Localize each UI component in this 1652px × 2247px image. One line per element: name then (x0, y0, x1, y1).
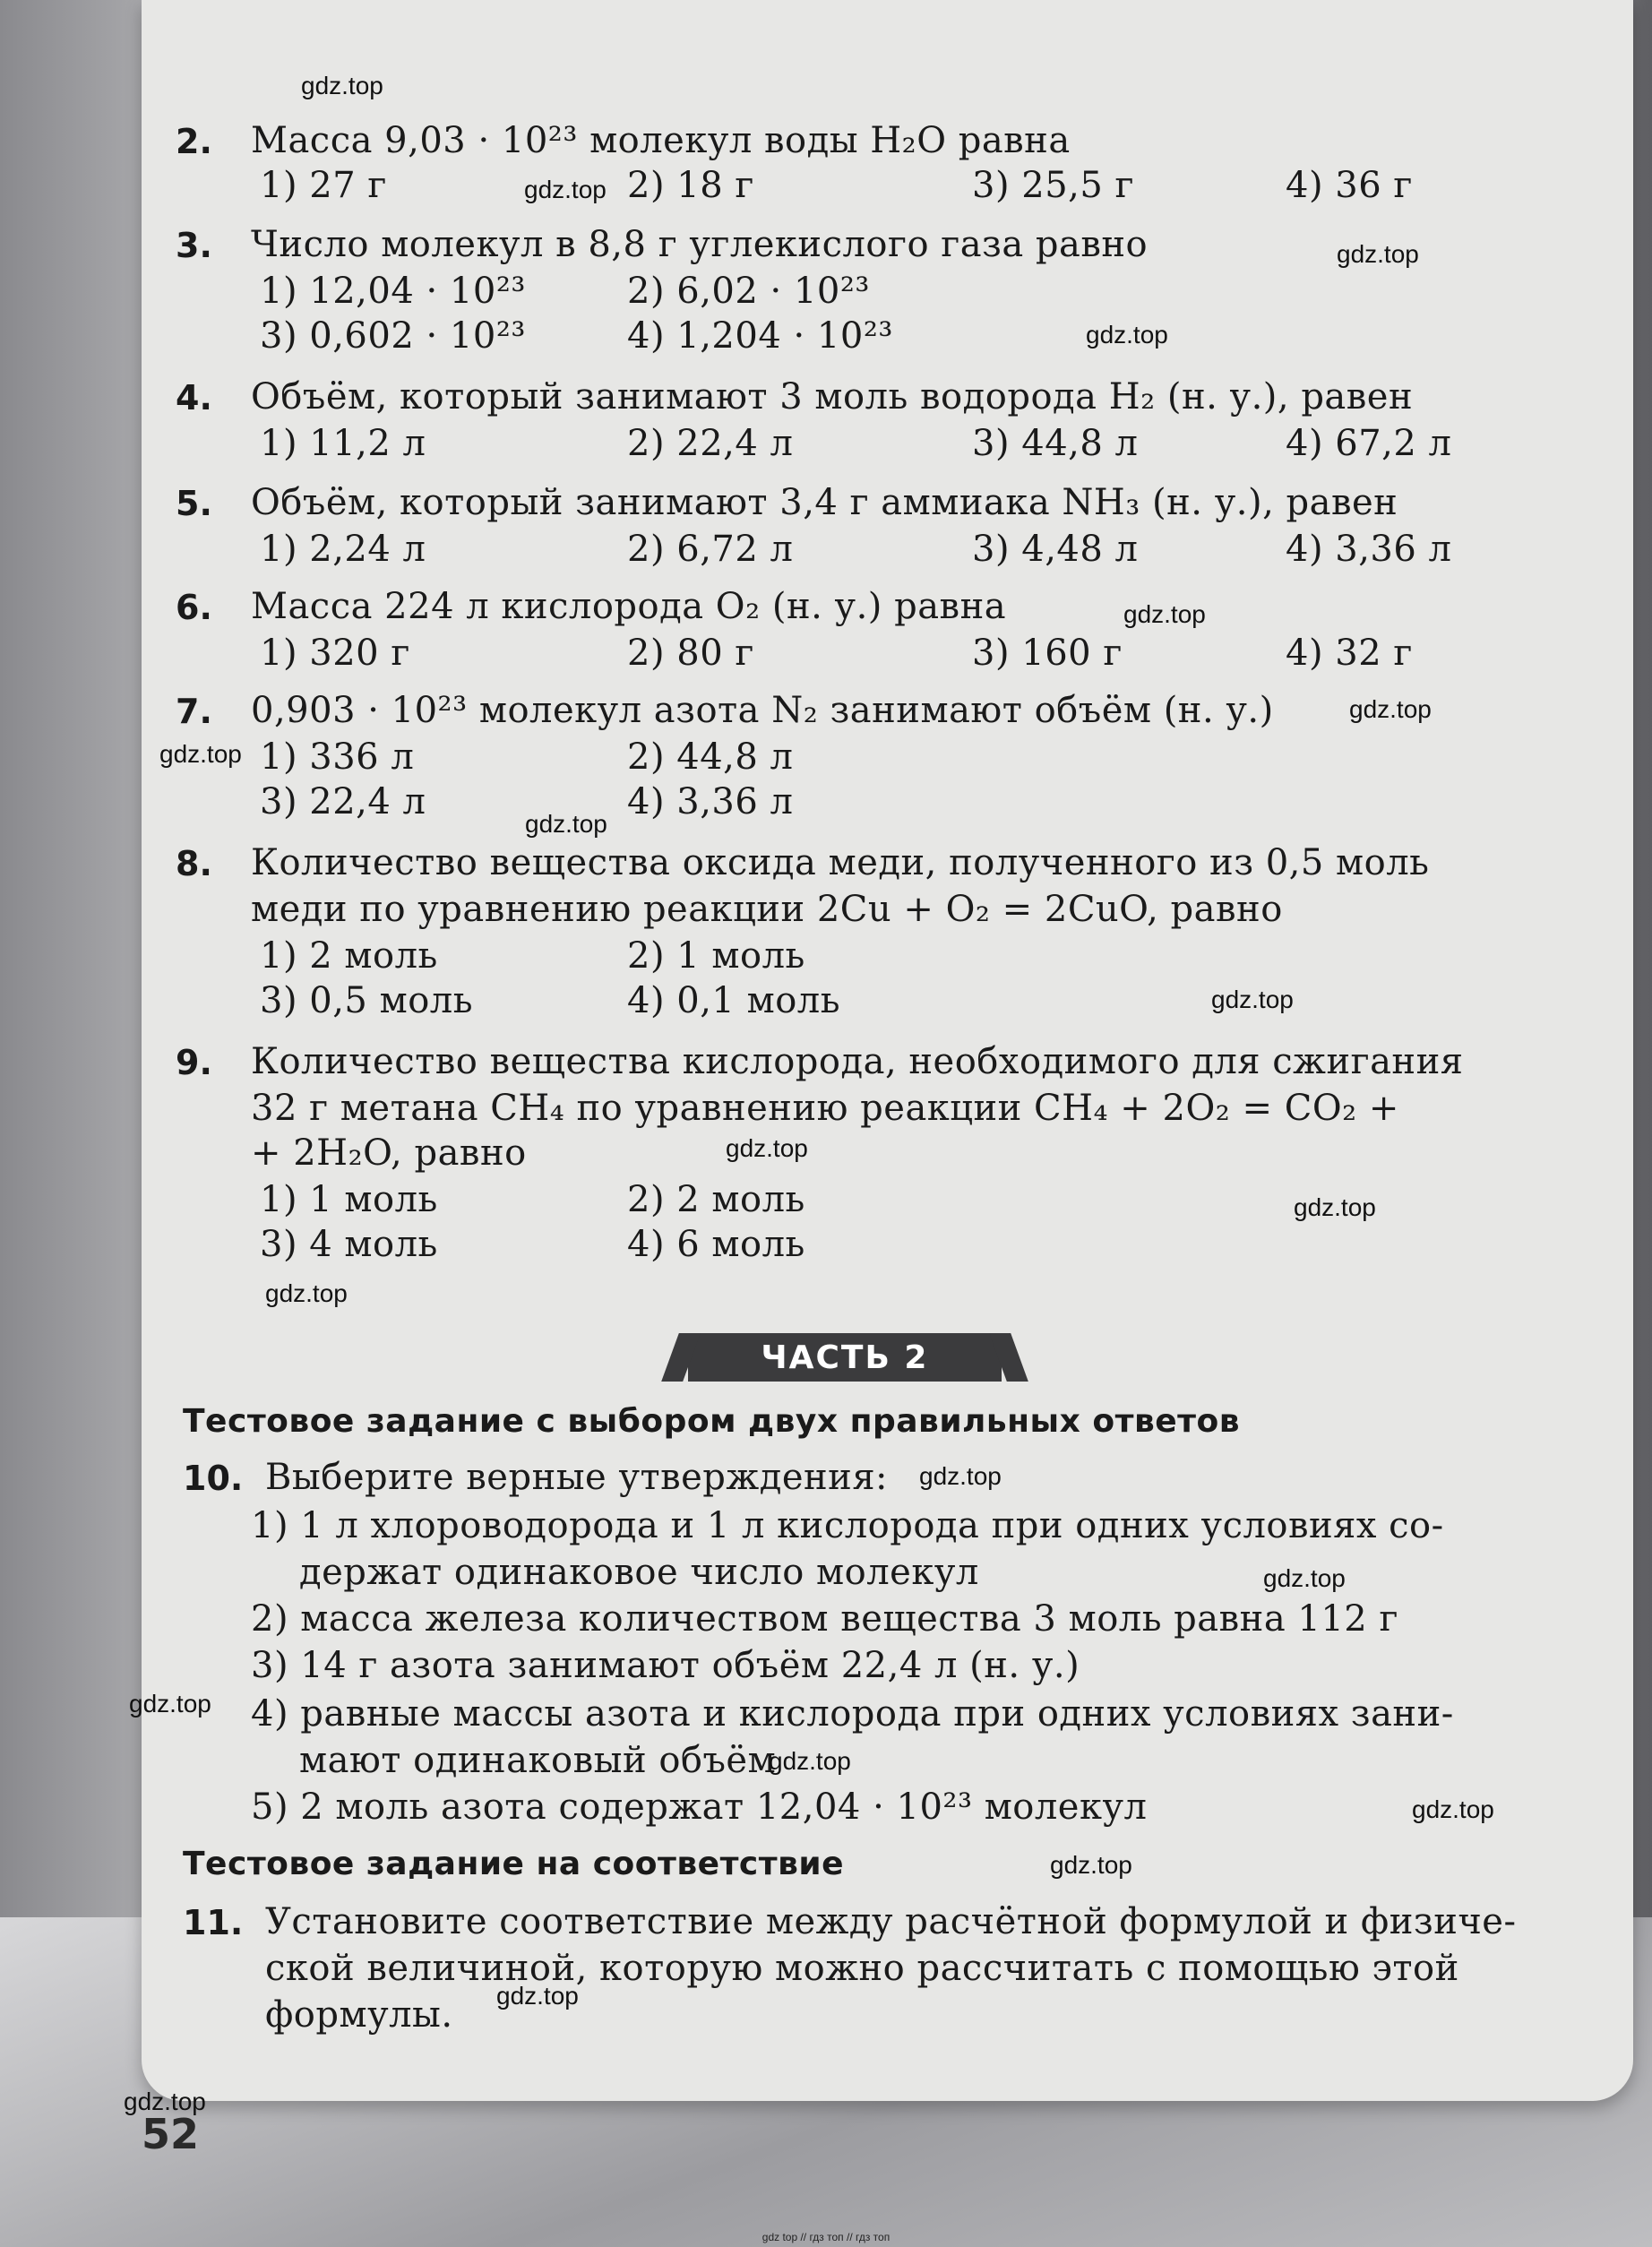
question-number: 11. (183, 1903, 244, 1942)
answer-option: 2) 18 г (627, 165, 754, 206)
answer-option: 3) 44,8 л (972, 423, 1139, 464)
watermark: gdz.top (496, 1982, 579, 2010)
answer-option: 2) 80 г (627, 633, 754, 674)
question-text: ской величиной, которую можно рассчитать с помощью этой (265, 1948, 1459, 1989)
answer-option: 3) 25,5 г (972, 165, 1135, 206)
answer-option: 1) 320 г (260, 633, 410, 674)
question-text: Масса 224 л кислорода O₂ (н. у.) равна (251, 586, 1007, 627)
watermark: gdz.top (159, 740, 242, 768)
answer-option: 3) 0,602 · 10²³ (260, 315, 526, 357)
answer-option: 3) 4 моль (260, 1224, 438, 1265)
question-number: 8. (176, 844, 212, 883)
answer-option: держат одинаковое число молекул (299, 1552, 979, 1593)
answer-option: 1) 11,2 л (260, 423, 426, 464)
answer-option: 2) 6,02 · 10²³ (627, 271, 870, 312)
answer-option: 4) равные массы азота и кислорода при одних условиях зани- (251, 1693, 1454, 1735)
question-number: 5. (176, 484, 212, 523)
answer-option: 1) 1 л хлороводорода и 1 л кислорода при одних условиях со- (251, 1505, 1444, 1546)
question-text: Выберите верные утверждения: (265, 1457, 889, 1498)
answer-option: 4) 0,1 моль (627, 980, 840, 1021)
answer-option: 2) 6,72 л (627, 529, 794, 570)
watermark: gdz.top (1263, 1564, 1346, 1592)
answer-option: 3) 160 г (972, 633, 1123, 674)
answer-option: 1) 2,24 л (260, 529, 426, 570)
watermark: gdz.top (1349, 695, 1432, 723)
answer-option: 4) 36 г (1286, 165, 1413, 206)
answer-option: 2) 1 моль (627, 935, 805, 977)
watermark: gdz.top (129, 1690, 211, 1718)
question-number: 9. (176, 1043, 212, 1082)
answer-option: 4) 3,36 л (1286, 529, 1452, 570)
answer-option: 3) 0,5 моль (260, 980, 473, 1021)
question-text: Объём, который занимают 3,4 г аммиака NH₃ (н. у.), равен (251, 482, 1398, 523)
question-text: 32 г метана CH₄ по уравнению реакции CH₄ + 2O₂ = CO₂ + (251, 1088, 1399, 1129)
part-two-banner: ЧАСТЬ 2 (688, 1333, 1002, 1382)
question-text: 0,903 · 10²³ молекул азота N₂ занимают объём (н. у.) (251, 690, 1274, 731)
watermark: gdz.top (1412, 1795, 1494, 1823)
answer-option: 5) 2 моль азота содержат 12,04 · 10²³ молекул (251, 1786, 1148, 1828)
question-text: + 2H₂O, равно (251, 1132, 527, 1174)
watermark: gdz.top (919, 1462, 1002, 1490)
answer-option: 2) масса железа количеством вещества 3 моль равна 112 г (251, 1598, 1398, 1640)
answer-option: 4) 32 г (1286, 633, 1413, 674)
question-number: 6. (176, 588, 212, 627)
answer-option: 1) 336 л (260, 736, 415, 778)
question-text: Объём, который занимают 3 моль водорода H₂ (н. у.), равен (251, 376, 1414, 418)
answer-option: 1) 27 г (260, 165, 387, 206)
footer-note: gdz top // гдз топ // гдз топ (761, 2231, 891, 2243)
answer-option: 1) 1 моль (260, 1179, 438, 1220)
answer-option: 2) 2 моль (627, 1179, 805, 1220)
watermark: gdz.top (1337, 240, 1419, 268)
answer-option: 4) 3,36 л (627, 781, 794, 822)
watermark: gdz.top (1294, 1193, 1376, 1221)
question-text: Установите соответствие между расчётной формулой и физиче- (265, 1901, 1517, 1942)
watermark: gdz.top (525, 810, 607, 838)
answer-option: 3) 4,48 л (972, 529, 1139, 570)
question-text: Масса 9,03 · 10²³ молекул воды H₂O равна (251, 120, 1071, 161)
watermark: gdz.top (1086, 321, 1168, 349)
watermark: gdz.top (769, 1747, 851, 1775)
answer-option: 4) 1,204 · 10²³ (627, 315, 893, 357)
watermark: gdz.top (301, 72, 383, 99)
question-number: 10. (183, 1459, 244, 1498)
watermark: gdz.top (1050, 1851, 1132, 1879)
question-text: формулы. (265, 1994, 453, 2036)
page-number: 52 (142, 2110, 200, 2158)
watermark: gdz.top (1123, 600, 1206, 628)
question-text: Количество вещества оксида меди, полученного из 0,5 моль (251, 842, 1430, 883)
answer-option: 4) 6 моль (627, 1224, 805, 1265)
answer-option: 4) 67,2 л (1286, 423, 1452, 464)
answer-option: 2) 22,4 л (627, 423, 794, 464)
section-heading: Тестовое задание с выбором двух правильных ответов (183, 1403, 1241, 1440)
question-text: меди по уравнению реакции 2Cu + O₂ = 2CuO, равно (251, 889, 1283, 930)
answer-option: мают одинаковый объём (299, 1740, 777, 1781)
answer-option: 3) 22,4 л (260, 781, 426, 822)
answer-option: 2) 44,8 л (627, 736, 794, 778)
answer-option: 1) 2 моль (260, 935, 438, 977)
answer-option: 3) 14 г азота занимают объём 22,4 л (н. у.) (251, 1645, 1080, 1686)
answer-option: 1) 12,04 · 10²³ (260, 271, 526, 312)
question-number: 3. (176, 226, 212, 265)
watermark: gdz.top (124, 2088, 206, 2115)
background-left (0, 0, 143, 2247)
watermark: gdz.top (1211, 986, 1294, 1013)
question-number: 4. (176, 378, 212, 418)
question-number: 2. (176, 122, 212, 161)
watermark: gdz.top (265, 1279, 348, 1307)
question-number: 7. (176, 692, 212, 731)
watermark: gdz.top (524, 176, 607, 203)
watermark: gdz.top (726, 1134, 808, 1162)
question-text: Количество вещества кислорода, необходимого для сжигания (251, 1041, 1464, 1082)
section-heading: Тестовое задание на соответствие (183, 1846, 845, 1882)
question-text: Число молекул в 8,8 г углекислого газа равно (251, 224, 1149, 265)
